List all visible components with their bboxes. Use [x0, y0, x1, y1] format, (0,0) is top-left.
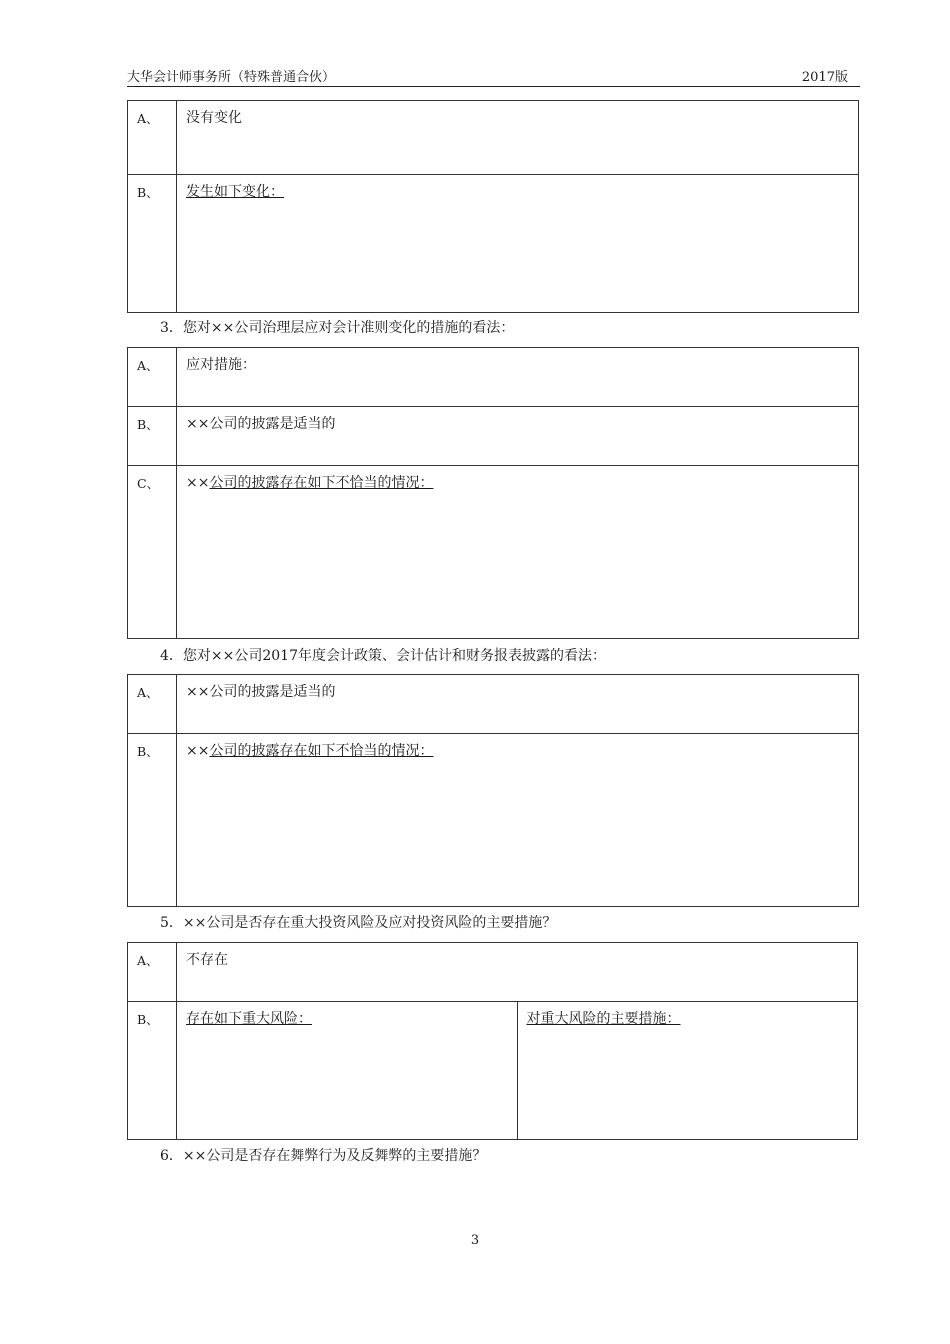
question-5-options-table — [127, 942, 858, 1140]
option-a-label: A、 — [128, 675, 177, 734]
option-a-text: 没有变化 — [177, 101, 859, 175]
risk-list-cell[interactable] — [177, 1002, 518, 1140]
option-a-text: ××公司的披露是适当的 — [177, 675, 859, 734]
version-label: 2017版 — [801, 70, 848, 85]
risk-list-text: 存在如下重大风险： — [186, 1011, 312, 1027]
option-b-prefix: ×× — [186, 743, 210, 759]
question-4-options-table — [127, 674, 859, 907]
option-b-text: 发生如下变化： — [186, 184, 284, 200]
question-4-title: 4．您对××公司2017年度会计政策、会计估计和财务报表披露的看法： — [160, 648, 606, 664]
risk-measures-text: 对重大风险的主要措施： — [526, 1011, 681, 1027]
risk-measures-cell[interactable] — [517, 1002, 858, 1140]
question-5-title: 5．××公司是否存在重大投资风险及应对投资风险的主要措施？ — [160, 915, 557, 931]
option-c-cell[interactable] — [177, 466, 859, 639]
option-a-text: 不存在 — [177, 943, 858, 1002]
option-b-cell[interactable] — [177, 734, 859, 907]
option-b-text: 公司的披露存在如下不恰当的情况： — [209, 743, 434, 759]
option-b-text: ××公司的披露是适当的 — [177, 407, 859, 466]
option-c-label: C、 — [128, 466, 177, 639]
question-3-title: 3．您对××公司治理层应对会计准则变化的措施的看法： — [160, 320, 515, 336]
option-a-label: A、 — [128, 101, 177, 175]
option-b-label: B、 — [128, 407, 177, 466]
question-6-title: 6．××公司是否存在舞弊行为及反舞弊的主要措施？ — [160, 1148, 487, 1164]
question-3-options-table — [127, 347, 859, 639]
option-a-label: A、 — [128, 348, 177, 407]
option-c-text: 公司的披露存在如下不恰当的情况： — [209, 475, 434, 491]
option-b-label: B、 — [128, 1002, 177, 1140]
page-header — [127, 66, 860, 87]
option-a-label: A、 — [128, 943, 177, 1002]
question-2-options-table — [127, 100, 859, 313]
option-b-cell[interactable] — [177, 175, 859, 313]
option-b-label: B、 — [128, 175, 177, 313]
option-b-label: B、 — [128, 734, 177, 907]
option-a-text: 应对措施： — [177, 348, 859, 407]
option-c-prefix: ×× — [186, 475, 210, 491]
page-number: 3 — [470, 1233, 480, 1248]
firm-name: 大华会计师事务所（特殊普通合伙） — [127, 70, 336, 85]
